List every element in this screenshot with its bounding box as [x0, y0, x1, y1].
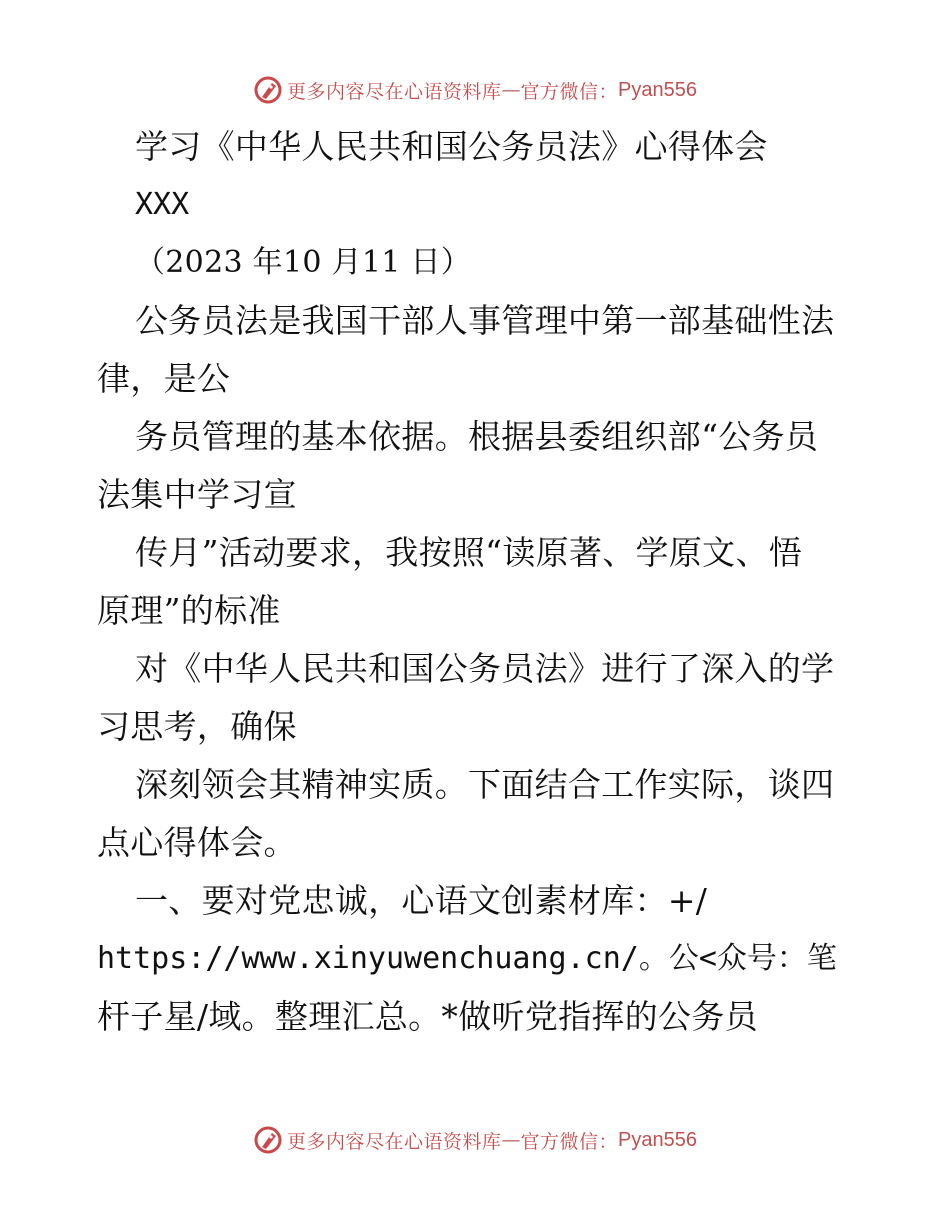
pen-nib-circle-icon — [253, 75, 283, 105]
document-date: （2023 年10 月11 日） — [135, 245, 472, 280]
watermark-text: 更多内容尽在心语资料库 — [287, 80, 502, 103]
pen-nib-circle-icon — [253, 1125, 283, 1155]
url-line: https://www.xinyuwenchuang.cn/。公<众号：笔 — [97, 941, 837, 976]
footer-watermark — [0, 1120, 950, 1160]
header-watermark — [0, 70, 950, 110]
paragraph-line: 习思考，确保 — [97, 707, 297, 746]
watermark-suffix: 官方微信： — [520, 1130, 619, 1153]
paragraph-line: 传月”活动要求，我按照“读原著、学原文、悟 — [135, 533, 803, 572]
paragraph-line: 深刻领会其精神实质。下面结合工作实际，谈四 — [135, 765, 835, 804]
watermark-wechat-id: Pyan556 — [618, 78, 697, 101]
paragraph-line: 对《中华人民共和国公务员法》进行了深入的学 — [135, 649, 835, 688]
paragraph-line: 原理”的标准 — [97, 591, 281, 630]
watermark-suffix: 官方微信： — [520, 80, 619, 103]
paragraph-line: 法集中学习宣 — [97, 475, 297, 514]
paragraph-line: 点心得体会。 — [97, 823, 297, 862]
paragraph-line: 律，是公 — [97, 359, 231, 398]
paragraph-line: 公务员法是我国干部人事管理中第一部基础性法 — [135, 301, 835, 340]
document-author: XXX — [135, 187, 190, 222]
document-title: 学习《中华人民共和国公务员法》心得体会 — [135, 127, 768, 166]
document-body — [97, 118, 867, 1046]
paragraph-line: 务员管理的基本依据。根据县委组织部“公务员 — [135, 417, 819, 456]
watermark-separator: — — [501, 1129, 521, 1151]
paragraph-line: 杆子星/域。整理汇总。*做听党指挥的公务员 — [97, 997, 758, 1036]
watermark-wechat-id: Pyan556 — [618, 1128, 697, 1151]
section-heading: 一、要对党忠诚，心语文创素材库：+/ — [135, 881, 708, 920]
watermark-text: 更多内容尽在心语资料库 — [287, 1130, 502, 1153]
watermark-separator: — — [501, 79, 521, 101]
